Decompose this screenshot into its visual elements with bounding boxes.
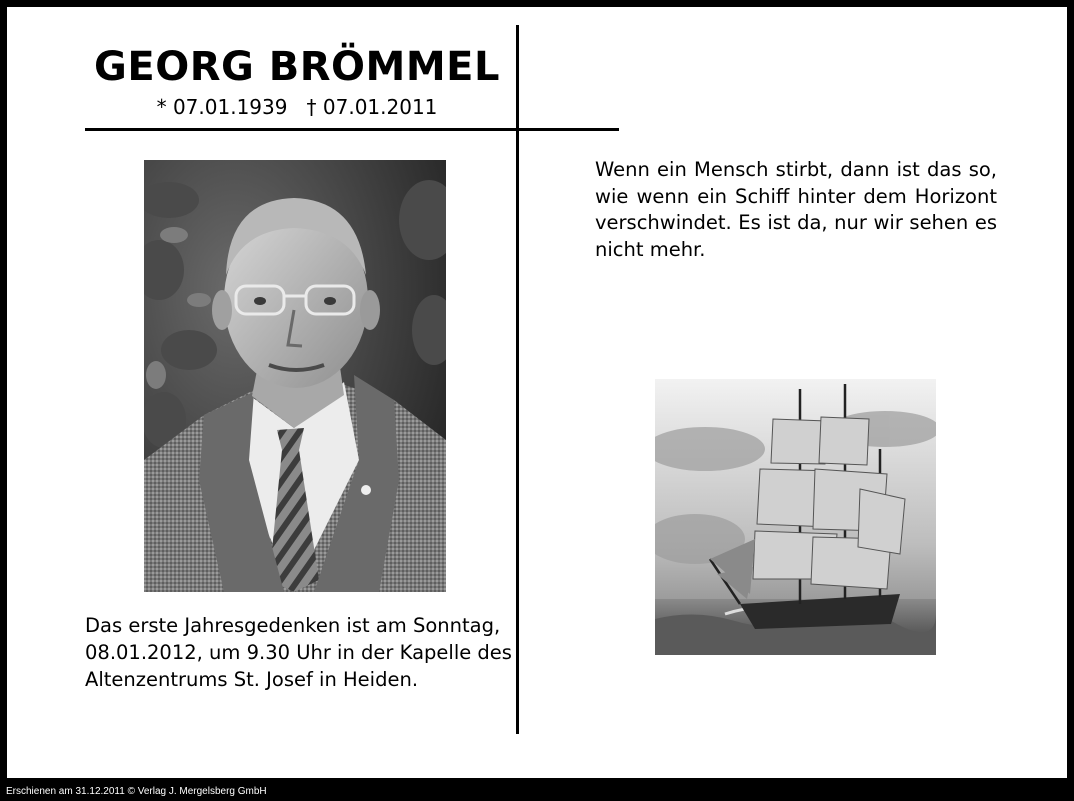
deceased-name: GEORG BRÖMMEL: [94, 44, 500, 90]
life-dates: * 07.01.1939 † 07.01.2011: [156, 95, 438, 119]
memorial-quote: Wenn ein Mensch stirbt, dann ist das so, wie wenn ein Schiff hinter dem Horizont verschwindet. Es ist da, nur wir sehen es nicht mehr.: [595, 158, 997, 261]
memorial-service-notice: Das erste Jahresgedenken ist am Sonntag, 08.01.2012, um 9.30 Uhr in der Kapelle des Altenzentrums St. Josef in Heiden.: [85, 614, 512, 691]
sailing-ship-image: [655, 379, 936, 655]
cross-horizontal-bar: [85, 128, 619, 131]
portrait-photo: [144, 160, 446, 592]
obituary-card: [7, 7, 1067, 778]
publication-footer: Erschienen am 31.12.2011 © Verlag J. Mergelsberg GmbH: [6, 786, 267, 797]
